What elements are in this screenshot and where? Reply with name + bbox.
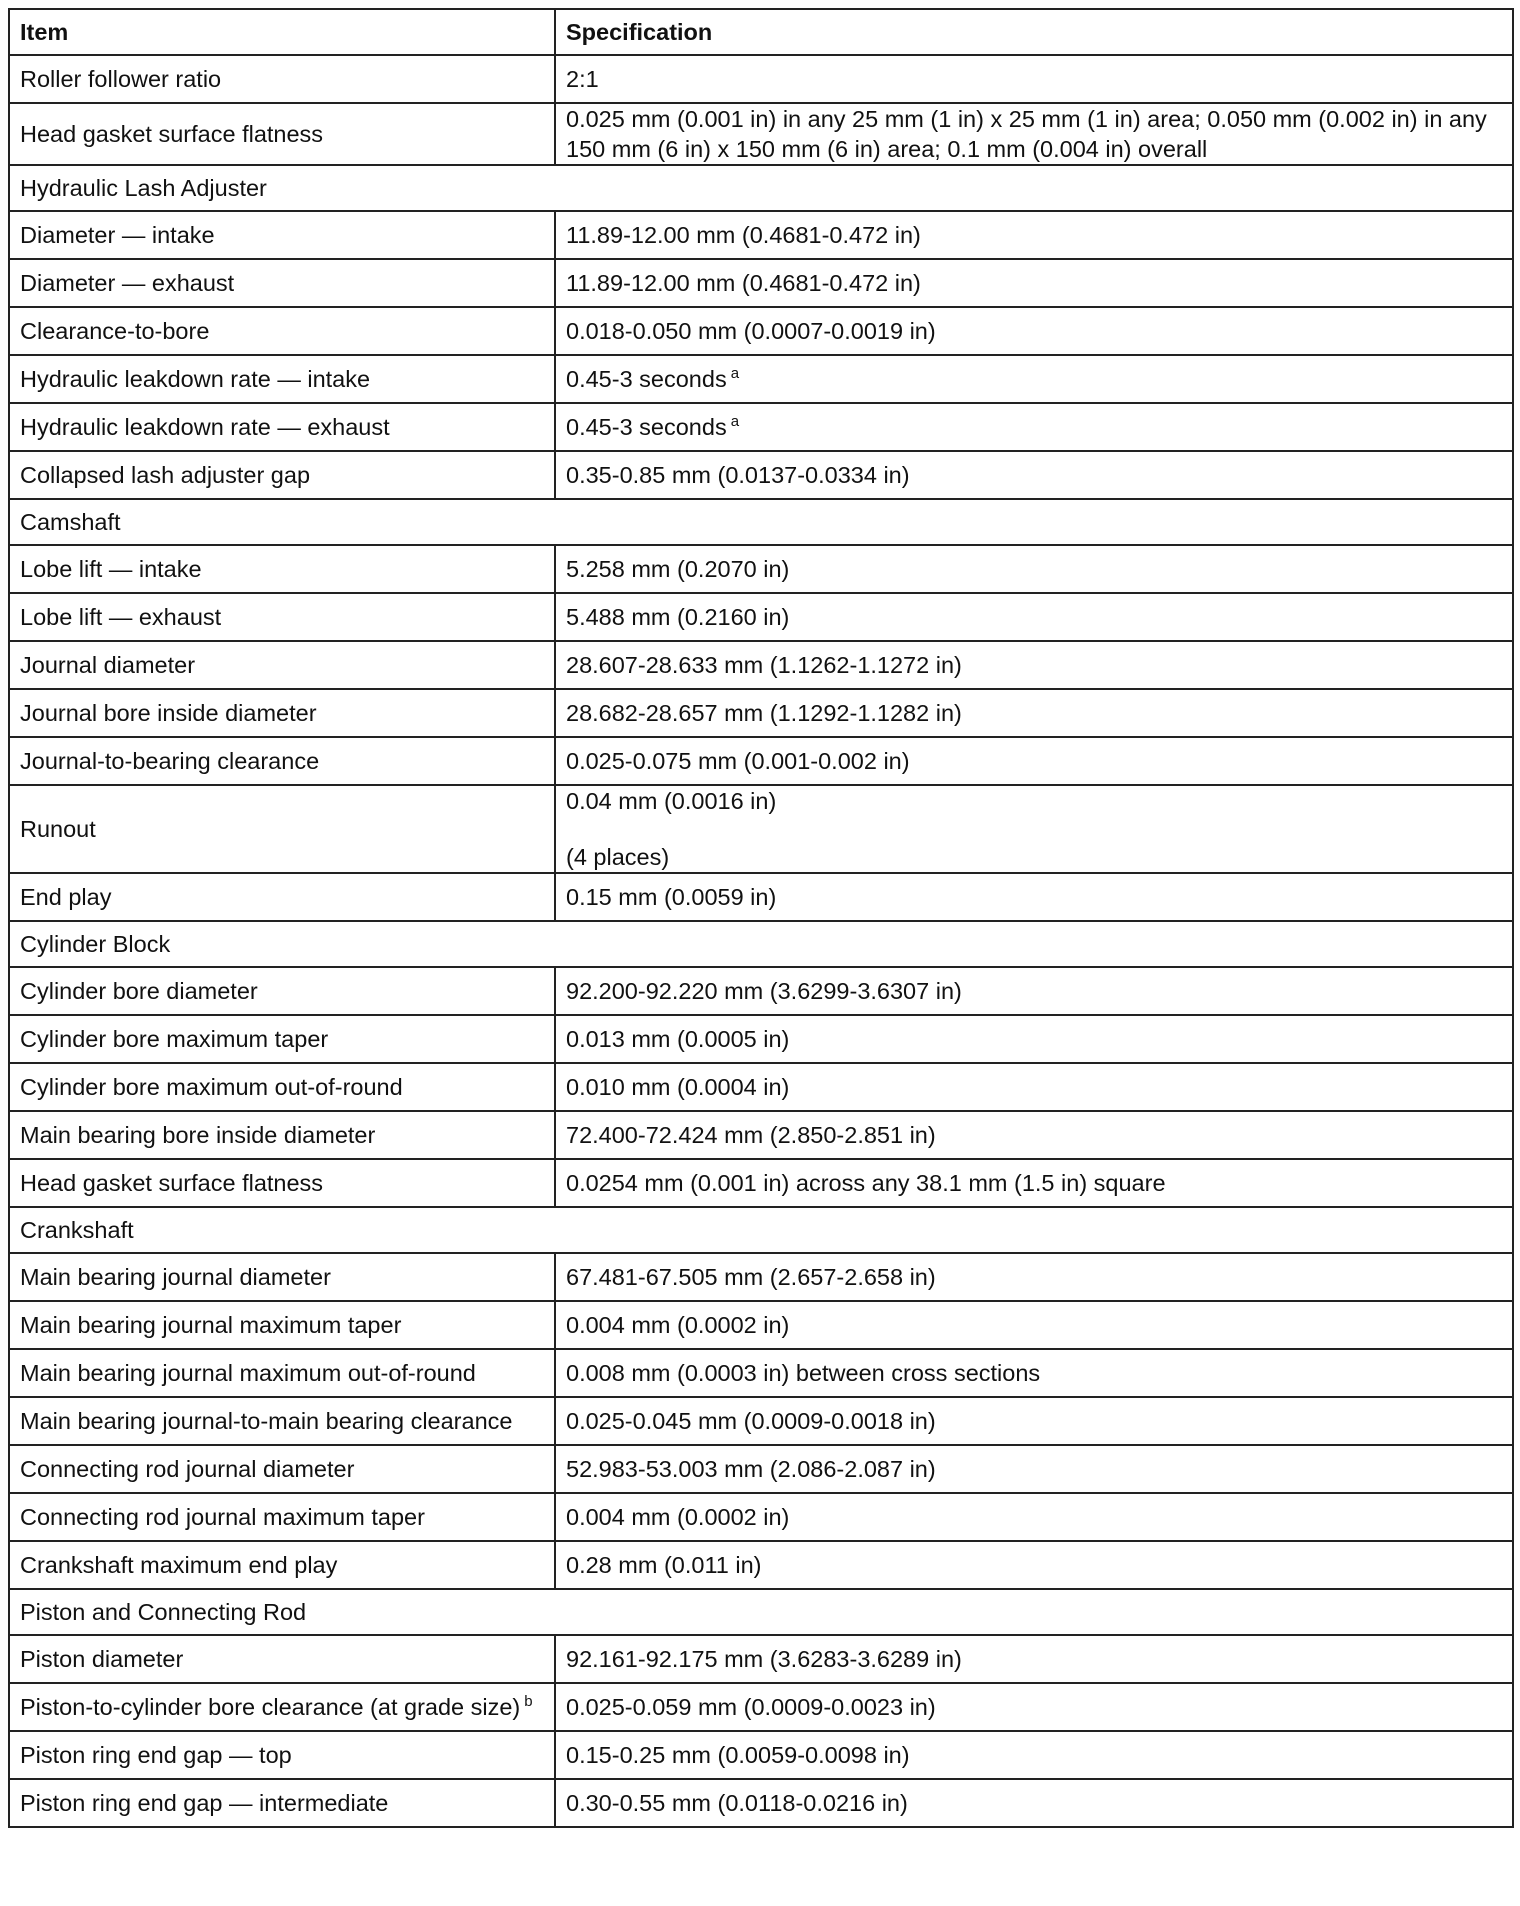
item-cell	[9, 1731, 555, 1779]
specification-value: 28.607-28.633 mm (1.1262-1.1272 in)	[566, 652, 962, 678]
specification-value: 0.15-0.25 mm (0.0059-0.0098 in)	[566, 1742, 910, 1768]
specification-cell	[555, 689, 1513, 737]
item-cell	[9, 545, 555, 593]
item-label: Lobe lift — exhaust	[20, 604, 222, 630]
item-label: Piston ring end gap — intermediate	[20, 1790, 389, 1816]
item-label: Hydraulic leakdown rate — exhaust	[20, 414, 390, 440]
section-header-row	[9, 1207, 1513, 1253]
specification-value: 0.025-0.075 mm (0.001-0.002 in)	[566, 748, 910, 774]
item-label: Main bearing journal-to-main bearing clearance	[20, 1408, 513, 1434]
table-row	[9, 1683, 1513, 1731]
item-label: Cylinder bore maximum out-of-round	[20, 1074, 403, 1100]
item-label: Lobe lift — intake	[20, 556, 202, 582]
table-row	[9, 259, 1513, 307]
specification-cell	[555, 737, 1513, 785]
item-cell	[9, 451, 555, 499]
section-header-row	[9, 1589, 1513, 1635]
table-row	[9, 967, 1513, 1015]
specification-cell	[555, 1015, 1513, 1063]
table-row	[9, 785, 1513, 873]
specification-value: 0.004 mm (0.0002 in)	[566, 1312, 790, 1338]
specification-cell	[555, 307, 1513, 355]
item-cell	[9, 967, 555, 1015]
specification-value: 0.30-0.55 mm (0.0118-0.0216 in)	[566, 1790, 908, 1816]
item-label: Crankshaft maximum end play	[20, 1552, 338, 1578]
table-row	[9, 355, 1513, 403]
item-cell	[9, 103, 555, 165]
item-cell	[9, 307, 555, 355]
specification-value: 67.481-67.505 mm (2.657-2.658 in)	[566, 1264, 936, 1290]
table-row	[9, 1541, 1513, 1589]
table-row	[9, 873, 1513, 921]
specification-value: 0.15 mm (0.0059 in)	[566, 884, 777, 910]
table-row	[9, 1635, 1513, 1683]
specification-cell	[555, 1635, 1513, 1683]
specification-value: 5.258 mm (0.2070 in)	[566, 556, 790, 582]
specification-value: 92.200-92.220 mm (3.6299-3.6307 in)	[566, 978, 962, 1004]
specification-value: 11.89-12.00 mm (0.4681-0.472 in)	[566, 270, 921, 296]
item-label: End play	[20, 884, 112, 910]
specification-cell	[555, 1397, 1513, 1445]
specification-value: 52.983-53.003 mm (2.086-2.087 in)	[566, 1456, 936, 1482]
section-title: Hydraulic Lash Adjuster	[9, 165, 1513, 211]
item-cell	[9, 1015, 555, 1063]
specification-value: 0.04 mm (0.0016 in)	[566, 788, 777, 814]
table-row	[9, 1731, 1513, 1779]
item-label: Cylinder bore maximum taper	[20, 1026, 329, 1052]
table-row	[9, 1111, 1513, 1159]
section-header-row	[9, 165, 1513, 211]
specification-cell	[555, 1731, 1513, 1779]
item-label: Main bearing bore inside diameter	[20, 1122, 376, 1148]
item-label: Journal-to-bearing clearance	[20, 748, 320, 774]
table-row	[9, 1349, 1513, 1397]
item-label: Runout	[20, 816, 96, 842]
item-label: Main bearing journal diameter	[20, 1264, 331, 1290]
item-label: Cylinder bore diameter	[20, 978, 258, 1004]
specification-table	[8, 8, 1514, 1828]
specification-cell	[555, 1349, 1513, 1397]
table-row	[9, 307, 1513, 355]
item-cell	[9, 1301, 555, 1349]
table-row	[9, 593, 1513, 641]
specification-value: 0.025-0.059 mm (0.0009-0.0023 in)	[566, 1694, 936, 1720]
item-cell	[9, 737, 555, 785]
item-label: Collapsed lash adjuster gap	[20, 462, 311, 488]
item-label: Connecting rod journal diameter	[20, 1456, 355, 1482]
specification-cell	[555, 1445, 1513, 1493]
item-cell	[9, 1397, 555, 1445]
table-row	[9, 737, 1513, 785]
item-label: Diameter — intake	[20, 222, 215, 248]
specification-value: 28.682-28.657 mm (1.1292-1.1282 in)	[566, 700, 962, 726]
specification-cell	[555, 103, 1513, 165]
specification-cell	[555, 1683, 1513, 1731]
specification-value: 0.45-3 seconds	[566, 414, 727, 440]
specification-value: 0.018-0.050 mm (0.0007-0.0019 in)	[566, 318, 936, 344]
footnote-marker: a	[730, 413, 740, 430]
specification-cell	[555, 259, 1513, 307]
item-label: Connecting rod journal maximum taper	[20, 1504, 425, 1530]
item-cell	[9, 1111, 555, 1159]
item-label: Hydraulic leakdown rate — intake	[20, 366, 371, 392]
section-title: Crankshaft	[9, 1207, 1513, 1253]
section-title: Camshaft	[9, 499, 1513, 545]
section-title: Piston and Connecting Rod	[9, 1589, 1513, 1635]
item-cell	[9, 873, 555, 921]
table-row	[9, 55, 1513, 103]
table-row	[9, 211, 1513, 259]
item-label: Clearance-to-bore	[20, 318, 210, 344]
specification-value: 0.45-3 seconds	[566, 366, 727, 392]
specification-cell	[555, 211, 1513, 259]
specification-value: 0.025-0.045 mm (0.0009-0.0018 in)	[566, 1408, 936, 1434]
table-row	[9, 1445, 1513, 1493]
table-row	[9, 545, 1513, 593]
specification-value: 5.488 mm (0.2160 in)	[566, 604, 790, 630]
specification-note: (4 places)	[566, 844, 670, 870]
specification-cell	[555, 545, 1513, 593]
specification-cell	[555, 355, 1513, 403]
item-cell	[9, 1779, 555, 1827]
table-row	[9, 641, 1513, 689]
item-cell	[9, 1349, 555, 1397]
table-row	[9, 1779, 1513, 1827]
item-cell	[9, 1493, 555, 1541]
item-label: Journal bore inside diameter	[20, 700, 317, 726]
table-row	[9, 1159, 1513, 1207]
specification-value: 0.010 mm (0.0004 in)	[566, 1074, 790, 1100]
item-cell	[9, 641, 555, 689]
item-label: Roller follower ratio	[20, 66, 222, 92]
item-label: Piston-to-cylinder bore clearance (at grade size)	[20, 1694, 521, 1720]
item-cell	[9, 1253, 555, 1301]
item-cell	[9, 689, 555, 737]
item-label: Head gasket surface flatness	[20, 121, 324, 147]
item-cell	[9, 1445, 555, 1493]
item-cell	[9, 785, 555, 873]
table-row	[9, 1397, 1513, 1445]
specification-cell	[555, 593, 1513, 641]
column-header-item: Item	[9, 9, 555, 55]
item-cell	[9, 593, 555, 641]
item-label: Journal diameter	[20, 652, 196, 678]
table-row	[9, 103, 1513, 165]
specification-cell	[555, 1063, 1513, 1111]
table-row	[9, 1015, 1513, 1063]
specification-cell	[555, 1779, 1513, 1827]
specification-cell	[555, 1493, 1513, 1541]
footnote-marker: b	[524, 1693, 533, 1710]
section-title: Cylinder Block	[9, 921, 1513, 967]
specification-cell	[555, 1111, 1513, 1159]
item-cell	[9, 1063, 555, 1111]
table-body	[9, 55, 1513, 1827]
item-cell	[9, 55, 555, 103]
specification-value: 11.89-12.00 mm (0.4681-0.472 in)	[566, 222, 921, 248]
table-row	[9, 451, 1513, 499]
specification-cell	[555, 785, 1513, 873]
item-cell	[9, 1683, 555, 1731]
specification-cell	[555, 1301, 1513, 1349]
specification-cell	[555, 1541, 1513, 1589]
specification-cell	[555, 1253, 1513, 1301]
specification-value: 0.28 mm (0.011 in)	[566, 1552, 762, 1578]
item-cell	[9, 211, 555, 259]
item-label: Main bearing journal maximum taper	[20, 1312, 402, 1338]
item-cell	[9, 1635, 555, 1683]
item-label: Piston diameter	[20, 1646, 184, 1672]
specification-value: 72.400-72.424 mm (2.850-2.851 in)	[566, 1122, 936, 1148]
specification-value: 0.35-0.85 mm (0.0137-0.0334 in)	[566, 462, 910, 488]
item-cell	[9, 403, 555, 451]
specification-cell	[555, 403, 1513, 451]
table-header-row	[9, 9, 1513, 55]
specification-value: 0.025 mm (0.001 in) in any 25 mm (1 in) x 25 mm (1 in) area; 0.050 mm (0.002 in) in any 150 mm (6 in) x 150 mm (6 in) area; 0.1 mm (0.004 in) overall	[566, 106, 1487, 162]
specification-cell	[555, 55, 1513, 103]
item-cell	[9, 259, 555, 307]
table-row	[9, 1063, 1513, 1111]
section-header-row	[9, 921, 1513, 967]
specification-value: 0.008 mm (0.0003 in) between cross sections	[566, 1360, 1041, 1386]
specification-cell	[555, 451, 1513, 499]
item-label: Main bearing journal maximum out-of-round	[20, 1360, 476, 1386]
item-label: Diameter — exhaust	[20, 270, 235, 296]
table-row	[9, 1253, 1513, 1301]
footnote-marker: a	[730, 365, 740, 382]
item-label: Piston ring end gap — top	[20, 1742, 292, 1768]
specification-cell	[555, 873, 1513, 921]
item-cell	[9, 355, 555, 403]
item-label: Head gasket surface flatness	[20, 1170, 324, 1196]
column-header-specification: Specification	[555, 9, 1513, 55]
section-header-row	[9, 499, 1513, 545]
specification-cell	[555, 1159, 1513, 1207]
table-row	[9, 1301, 1513, 1349]
specification-value: 92.161-92.175 mm (3.6283-3.6289 in)	[566, 1646, 962, 1672]
table-row	[9, 1493, 1513, 1541]
specification-value: 0.004 mm (0.0002 in)	[566, 1504, 790, 1530]
item-cell	[9, 1541, 555, 1589]
specification-value: 2:1	[566, 66, 599, 92]
specification-cell	[555, 641, 1513, 689]
specification-value: 0.013 mm (0.0005 in)	[566, 1026, 790, 1052]
specification-cell	[555, 967, 1513, 1015]
table-row	[9, 689, 1513, 737]
table-row	[9, 403, 1513, 451]
specification-value: 0.0254 mm (0.001 in) across any 38.1 mm (1.5 in) square	[566, 1170, 1166, 1196]
item-cell	[9, 1159, 555, 1207]
